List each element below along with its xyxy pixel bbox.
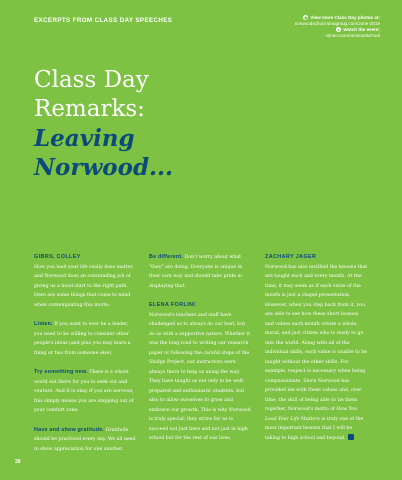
- paragraph-text: There is a whole world out there for you to seek out and venture. And it is okay if you are nervous; this simply means you are stepping out of your comfort zone.: [34, 370, 134, 413]
- title-line-4: Norwood...: [34, 154, 174, 181]
- paragraph: [34, 426, 137, 455]
- paragraph: [149, 311, 252, 444]
- paragraph: [265, 263, 368, 444]
- title-line-3: Leaving: [34, 125, 135, 152]
- column-3: [265, 253, 368, 453]
- column-2: [149, 253, 252, 454]
- event-label: Watch the event:: [343, 27, 380, 32]
- column-1: [34, 253, 137, 464]
- paragraph-heading: Have and show gratitude.: [34, 426, 105, 433]
- page-title: [34, 66, 173, 182]
- photos-url[interactable]: norwoodschool.smugmug.com/June-2019: [294, 21, 380, 26]
- paragraph-text: Gratitude should be practiced every day. We all need to show appreciation for one another.: [34, 427, 136, 452]
- paragraph-heading: Listen.: [34, 321, 53, 327]
- end-mark-icon: [348, 434, 354, 440]
- author-name: ZACHARY JAGER: [265, 254, 317, 260]
- section-label: EXCERPTS FROM CLASS DAY SPEECHES: [34, 17, 173, 24]
- paragraph-text: Norwood's teachers and staff have challenged us to always do our best, but do so with a supportive nature. Whether it was the long road to writing our research paper or following the careful steps of the Sludge Project, our instructors were always there to help us along the way. They have taught us not only to be well-prepared and enthusiastic students, but also to allow ourselves to grow and embrace our growth. This is why Norwood is truly special; they strive for us to succeed not just here and not just in high school but for the rest of our lives.: [149, 312, 251, 441]
- paragraph-text: is truly one of the most important lessons that I will be taking to high school and beyond.: [265, 416, 364, 441]
- paragraph-heading: Try something new.: [34, 369, 88, 375]
- author-name: GIBRIL COLLEY: [34, 254, 81, 260]
- author-name: ELENA FORLINI: [149, 302, 196, 308]
- event-url[interactable]: vimeo.com/norwoodschool: [325, 33, 380, 38]
- paragraph: [34, 320, 137, 358]
- camera-icon: ◉: [304, 15, 308, 21]
- title-line-2: Remarks:: [34, 96, 145, 122]
- play-icon: ▸: [337, 27, 340, 33]
- paragraph-text: Don't worry about what "they" are doing. Everyone is unique in their own way and should take pride in displaying that.: [149, 255, 243, 289]
- paragraph-text: Norwood has also instilled the lessons that are taught each and every month. At the time, it may seem as if each value of the month is just a chapel presentation. However, when you step back from it, you are able to see how these short lessons and values each month create a whole, moral, and just citizen who is ready to go into the world. Along with all of the individual skills, each value is unable to be taught without the other skills. For example, respect is necessary when being compassionate. Since Norwood has provided me with these values and, over time, the skill of being able to tie them together, Norwood's motto of: [265, 264, 368, 412]
- photos-label: View more Class Day photos at:: [310, 15, 380, 20]
- page-number: 28: [15, 459, 21, 465]
- paragraph-text: How you lead your life really does matter, and Norwood does an outstanding job of giving us a head start to the right path. Here are some things that come to mind when contemplating this motto:: [34, 264, 134, 308]
- paragraph: [34, 368, 137, 416]
- paragraph-text: If you want to ever be a leader, you need to be willing to consider other people's ideas (and plus you may learn a thing or two from someone else).: [34, 322, 131, 356]
- paragraph-heading: Be different.: [149, 254, 184, 260]
- header-links: [295, 15, 380, 39]
- motto-text: How You Lead Your Life Matters: [265, 407, 358, 422]
- paragraph: [34, 263, 137, 311]
- paragraph: [149, 253, 252, 291]
- title-line-1: Class Day: [34, 67, 149, 93]
